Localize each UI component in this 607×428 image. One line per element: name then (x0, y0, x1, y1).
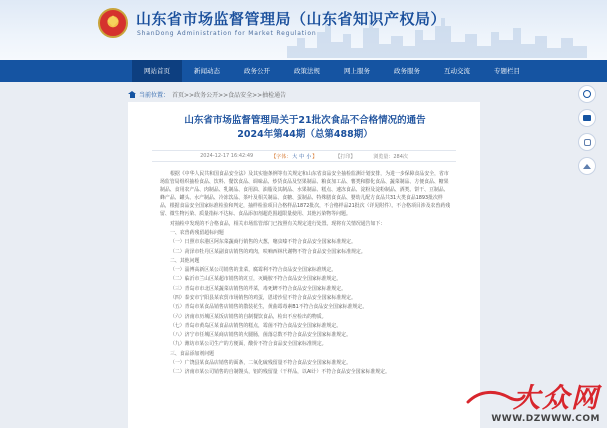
section-heading: 二、其他问题 (170, 257, 200, 264)
article-meta (152, 150, 456, 162)
paragraph: 对抽检中发现的不合格食品，相关市场监管部门已按照有关规定进行处置。现将有关情况通告如下： (170, 220, 386, 227)
elder-mode-icon (583, 115, 591, 121)
nav-item-gov-info[interactable]: 政务公开 (244, 67, 270, 75)
site-emblem-logo[interactable] (98, 8, 128, 38)
breadcrumb (128, 90, 286, 99)
list-item: （九）潍坊市某公司生产的方便面，酸价不符合食品安全国家标准规定。 (170, 341, 327, 348)
view-count: 浏览量：284次 (373, 153, 408, 160)
list-item: （七）青岛市黄岛区某食品店销售的糕点，霉菌不符合食品安全国家标准规定。 (170, 322, 342, 329)
site-title[interactable]: 山东省市场监督管理局（山东省知识产权局） (136, 10, 447, 28)
watermark-text: 大众网 (513, 383, 600, 414)
list-item: （一）日照市东港区阿东菜蔬商行销售的大葱，噻虫嗪不符合食品安全国家标准规定。 (170, 239, 356, 246)
list-item: （三）青岛市市北区某蔬菜店销售的芹菜，毒死蜱不符合食品安全国家标准规定。 (170, 285, 347, 292)
nav-item-topics[interactable]: 专题栏目 (494, 67, 520, 75)
font-large-button[interactable]: 大 (292, 153, 298, 160)
list-item: （二）菏泽市牡丹区某副食店销售的鸡肉，呋喃西林代谢物不符合食品安全国家标准规定。 (170, 248, 366, 255)
accessibility-icon (583, 90, 591, 98)
nav-item-interaction[interactable]: 互动交流 (444, 67, 470, 75)
article-body (160, 170, 452, 378)
list-item: （四）泰安市宁阳县某农贸市场销售的鸡蛋，恩诺沙星不符合食品安全国家标准规定。 (170, 295, 356, 301)
elder-mode-button[interactable] (578, 109, 596, 127)
list-item: （六）济南市历城区某饭店销售的自制餐饮食品，检出不应检出的物质。 (170, 313, 327, 320)
font-size-selector (271, 153, 317, 160)
arrow-up-icon (583, 164, 591, 169)
breadcrumb-path[interactable]: 首页>>政务公开>>食品安全>>抽检通告 (172, 92, 287, 99)
nav-item-gov-service[interactable]: 政务服务 (394, 67, 420, 75)
nav-item-home[interactable]: 网站首页 (132, 60, 182, 82)
site-header (0, 0, 607, 60)
publish-date: 2024-12-17 16:42:49 (200, 153, 254, 159)
home-icon (128, 91, 136, 98)
section-heading: 三、食品添加剂问题 (170, 350, 215, 357)
section-heading: 一、农兽药残留超标问题 (170, 230, 224, 237)
watermark-url: WWW.DZWWW.COM (491, 414, 600, 424)
list-item: （二）济南市某公司销售的自制馒头，铝的残留量（干样品，以Al计）不符合食品安全国家标准规定。 (170, 369, 390, 376)
font-size-label: 【字体： (271, 153, 292, 160)
breadcrumb-label: 当前位置： (139, 92, 170, 99)
accessibility-button[interactable] (578, 85, 596, 103)
nav-item-news[interactable]: 新闻动态 (194, 67, 220, 75)
list-item: （一）淄博高新区某公司销售的韭菜，腐霉利不符合食品安全国家标准规定。 (170, 267, 337, 274)
list-item: （八）济宁市任城区某商店销售的火腿肠，菌落总数不符合食品安全国家标准规定。 (170, 332, 351, 339)
article-title: 山东省市场监督管理局关于21批次食品不合格情况的通告2024年第44期（总第488期） (184, 115, 426, 140)
back-to-top-button[interactable] (578, 157, 596, 175)
print-button[interactable]: 【打印】 (335, 153, 356, 160)
main-nav (0, 60, 607, 82)
site-subtitle: ShanDong Administration for Market Regulation (137, 30, 317, 37)
share-button[interactable] (578, 133, 596, 151)
paragraph: 根据《中华人民共和国食品安全法》及其实施条例等有关规定和山东省食品安全抽检监测计划安排，为进一步保障食品安全，省市场监管局组织抽检食品、饮料、餐饮食品、调味品、炒货食品及坚果制品、粮食加工品、薯类和膨化食品、蔬菜制品、方便食品、糖果制品、食用农产品、肉制品、乳制品、食用油、油脂及其制品、水果制品、糕点、速冻食品、淀粉及淀粉制品、酒类、饼干、豆制品、蜂产品、罐头、水产制品、冷冻饮品、茶叶及相关制品、食糖、蛋制品、特殊膳食食品、婴幼儿配方食品共31大类食品1893批次样品，根据食品安全国家标准检验和判定，抽样检验项目合格样品1872批次，不合格样品21批次（详见附件）。不合格项目涉及农兽药残留、微生物污染、质量指标不达标、食品添加剂超范围超限量使用、其他污染物等问题。 (160, 171, 451, 218)
share-icon (584, 139, 591, 146)
dzwww-watermark (466, 376, 606, 426)
font-small-button[interactable]: 小 (306, 153, 312, 160)
nav-item-online-service[interactable]: 网上服务 (344, 67, 370, 75)
nav-item-policy[interactable]: 政策法规 (294, 67, 320, 75)
list-item: （五）青岛市某食品销售店销售的散装花生，黄曲霉毒素B1不符合食品安全国家标准规定。 (170, 304, 368, 311)
floating-side-dock (576, 85, 598, 195)
font-size-close: 】 (312, 153, 318, 160)
font-medium-button[interactable]: 中 (299, 153, 305, 160)
list-item: （二）临沂市兰山区某超市销售的豇豆，灭蝇胺不符合食品安全国家标准规定。 (170, 276, 342, 283)
list-item: （一）广饶县某食品店销售的面条，二氧化硫残留量不符合食品安全国家标准规定。 (170, 359, 351, 366)
article-panel (128, 102, 480, 428)
